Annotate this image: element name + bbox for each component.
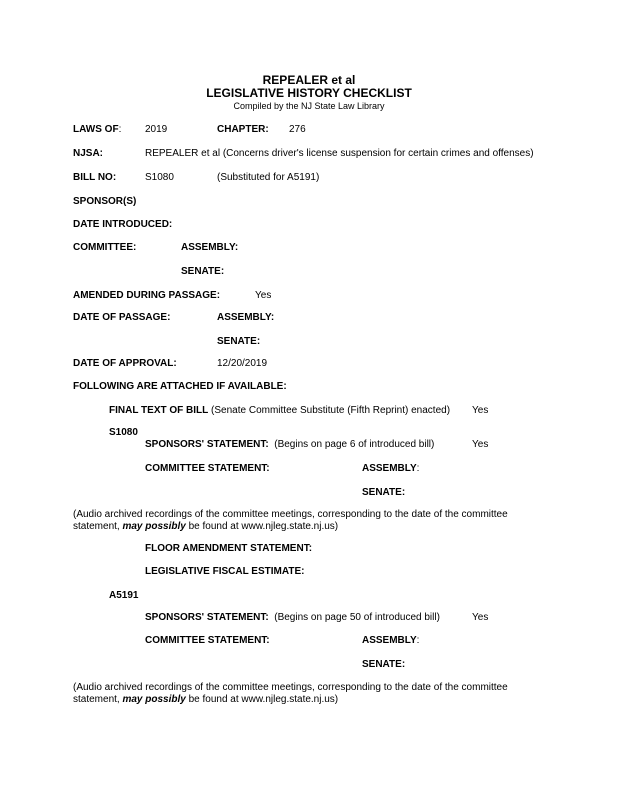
s1080-assembly-label: ASSEMBLY: bbox=[362, 463, 420, 474]
a5191-committee-label: COMMITTEE STATEMENT: bbox=[145, 635, 270, 646]
page-subtitle: LEGISLATIVE HISTORY CHECKLIST bbox=[206, 86, 412, 100]
date-of-passage-label: DATE OF PASSAGE: bbox=[73, 312, 171, 323]
final-text-note: (Senate Committee Substitute (Fifth Reprint) enacted) bbox=[211, 405, 451, 416]
s1080-sponsors-row bbox=[145, 439, 434, 451]
a5191-audio-note: (Audio archived recordings of the committee meetings, corresponding to the date of the committee statement, may possibly be found at www.njleg.state.nj.us) bbox=[73, 682, 508, 705]
sponsors-label: SPONSOR(S) bbox=[73, 196, 137, 207]
passage-assembly-label: ASSEMBLY: bbox=[217, 312, 275, 323]
final-text-value: Yes bbox=[472, 405, 489, 416]
committee-label: COMMITTEE: bbox=[73, 242, 137, 253]
bill-no-note: (Substituted for A5191) bbox=[217, 172, 320, 183]
a5191-heading: A5191 bbox=[109, 590, 139, 601]
chapter-label: CHAPTER: bbox=[217, 124, 269, 135]
njsa-value: REPEALER et al (Concerns driver's license suspension for certain crimes and offenses) bbox=[145, 148, 534, 159]
s1080-sponsors-label: SPONSORS' STATEMENT: bbox=[145, 439, 269, 450]
attached-heading: FOLLOWING ARE ATTACHED IF AVAILABLE: bbox=[73, 381, 287, 392]
amended-value: Yes bbox=[255, 290, 272, 301]
laws-of-value: 2019 bbox=[145, 124, 168, 135]
s1080-committee-label: COMMITTEE STATEMENT: bbox=[145, 463, 270, 474]
s1080-sponsors-value: Yes bbox=[472, 439, 489, 450]
s1080-heading: S1080 bbox=[109, 427, 138, 438]
a5191-sponsors-label: SPONSORS' STATEMENT: bbox=[145, 612, 269, 623]
date-of-approval-value: 12/20/2019 bbox=[217, 358, 268, 369]
final-text-label: FINAL TEXT OF BILL bbox=[109, 405, 209, 416]
a5191-sponsors-value: Yes bbox=[472, 612, 489, 623]
final-text-row bbox=[109, 405, 450, 417]
a5191-assembly-label: ASSEMBLY: bbox=[362, 635, 420, 646]
date-introduced-label: DATE INTRODUCED: bbox=[73, 219, 173, 230]
amended-label: AMENDED DURING PASSAGE: bbox=[73, 290, 221, 301]
committee-assembly-label: ASSEMBLY: bbox=[181, 242, 239, 253]
a5191-sponsors-note: (Begins on page 50 of introduced bill) bbox=[274, 612, 440, 623]
committee-senate-label: SENATE: bbox=[181, 266, 225, 277]
chapter-value: 276 bbox=[289, 124, 306, 135]
s1080-fiscal-estimate-label: LEGISLATIVE FISCAL ESTIMATE: bbox=[145, 566, 305, 577]
page-title: REPEALER et al bbox=[262, 73, 356, 87]
a5191-sponsors-row bbox=[145, 612, 440, 624]
passage-senate-label: SENATE: bbox=[217, 336, 261, 347]
s1080-floor-amendment-label: FLOOR AMENDMENT STATEMENT: bbox=[145, 543, 313, 554]
compiled-by: Compiled by the NJ State Law Library bbox=[233, 101, 385, 111]
s1080-senate-label: SENATE: bbox=[362, 487, 406, 498]
bill-no-label: BILL NO: bbox=[73, 172, 117, 183]
bill-no-value: S1080 bbox=[145, 172, 174, 183]
s1080-audio-note: (Audio archived recordings of the committee meetings, corresponding to the date of the committee statement, may possibly be found at www.njleg.state.nj.us) bbox=[73, 509, 508, 532]
laws-of-label: LAWS OF: bbox=[73, 124, 122, 135]
s1080-sponsors-note: (Begins on page 6 of introduced bill) bbox=[274, 439, 435, 450]
njsa-label: NJSA: bbox=[73, 148, 104, 159]
date-of-approval-label: DATE OF APPROVAL: bbox=[73, 358, 177, 369]
a5191-senate-label: SENATE: bbox=[362, 659, 406, 670]
